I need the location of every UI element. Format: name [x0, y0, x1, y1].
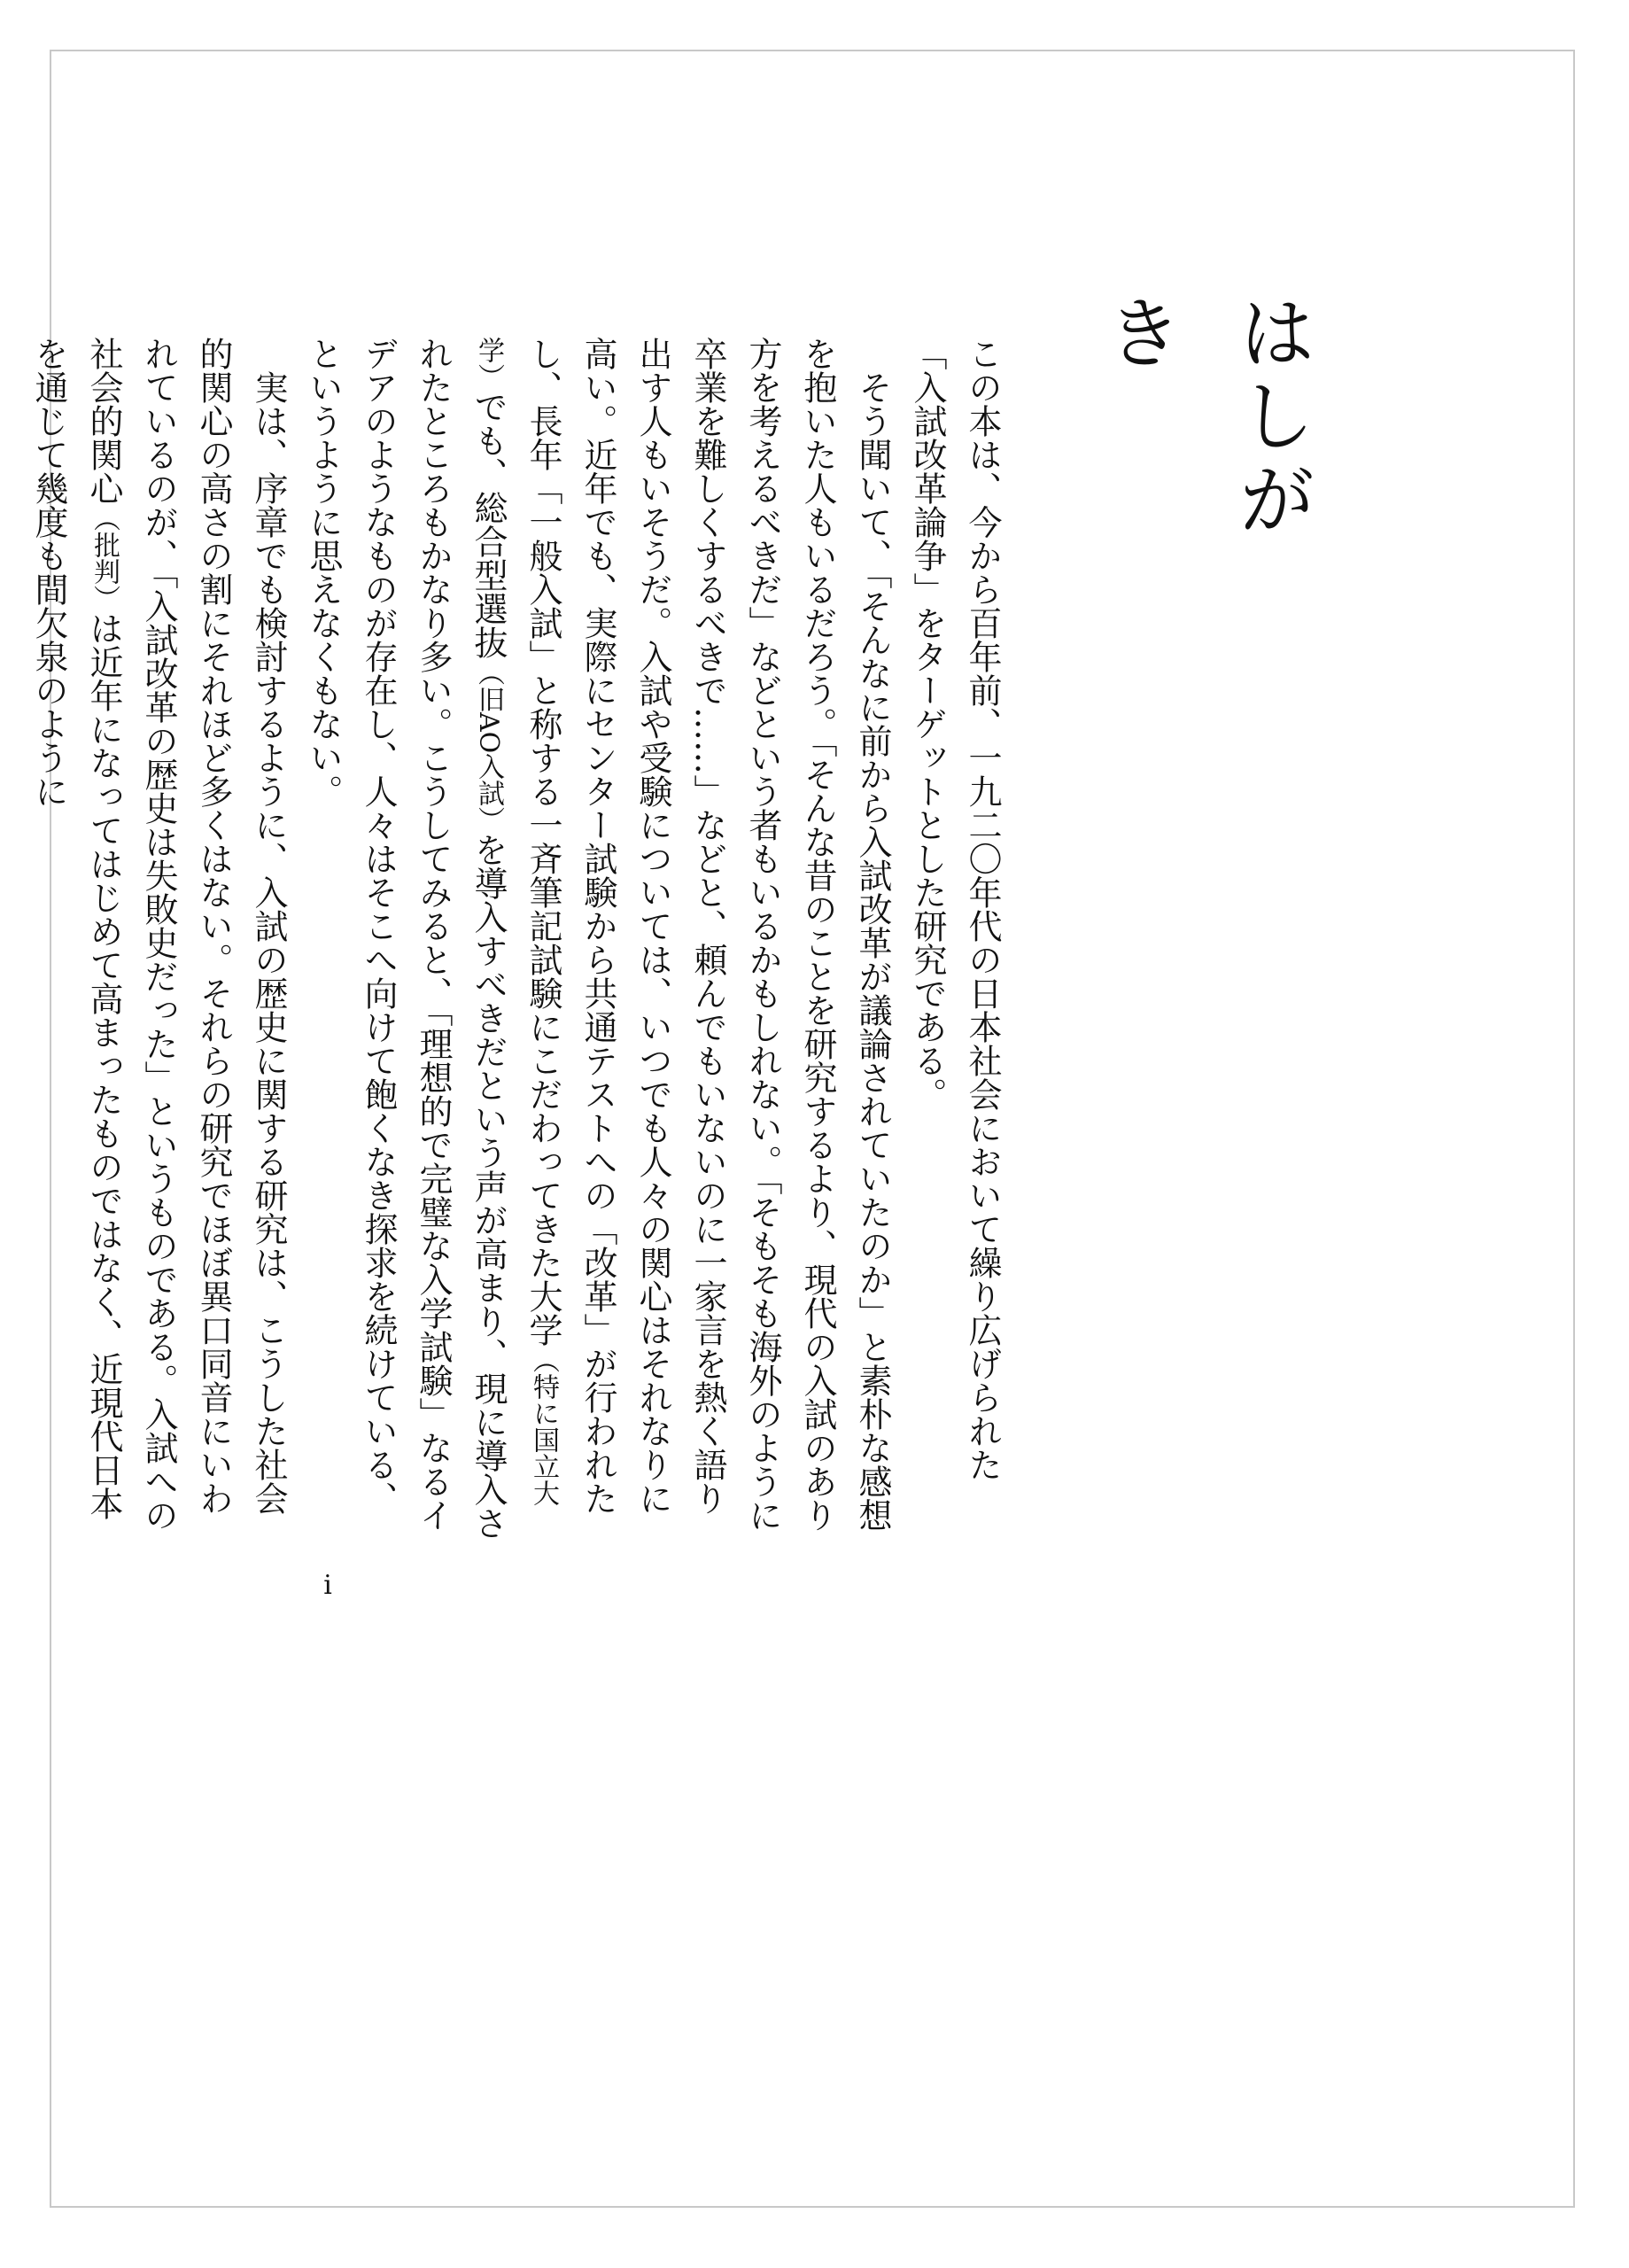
paragraph-2-text3: を導入すべきだという声が高まり、現に導入されたところもかなり多い。こうしてみると、「理想的で完璧な入学試験」なるイデアのようなものが存在し、人々はそこへ向けて飽くなき探求を続けている、というように思えなくもない。 — [304, 337, 508, 1541]
paragraph-3-text2: は近年になってはじめて高まったものではなく、近現代日本を通じて幾度も間欠泉のように — [29, 337, 123, 1520]
page-number: i — [323, 1570, 332, 1601]
paragraph-2-note2: （旧AO入試） — [473, 659, 504, 834]
paragraph-2-text: そう聞いて、「そんなに前から入試改革が議論されていたのか」と素朴な感想を抱いた人もいるだろう。「そんな昔のことを研究するより、現代の入試のあり方を考えるべきだ」などという者もいるかもしれない。「そもそも海外のように卒業を難しくするべきで……」などと、頼んでもいないのに一家言を熱く語り出す人もいそうだ。入試や受験については、いつでも人々の関心はそれなりに高い。近年でも、実際にセンター試験から共通テストへの「改革」が行われたし、長年「一般入試」と称する一斉筆記試験にこだわってきた大学 — [524, 337, 892, 1532]
paragraph-2-note: （特に国立大学） — [473, 337, 559, 1506]
paragraph-2 — [296, 337, 900, 1542]
paragraph-3-note: （批判） — [89, 505, 120, 611]
paragraph-3-text: 実は、序章でも検討するように、入試の歴史に関する研究は、こうした社会的関心の高さの割にそれほど多くはない。それらの研究でほぼ異口同音にいわれているのが、「入試改革の歴史は失敗史だった」というものである。入試への社会的関心 — [84, 337, 288, 1532]
paragraph-1 — [900, 337, 1010, 1542]
paragraph-1-text: この本は、今から百年前、一九二〇年代の日本社会において繰り広げられた「入試改革論争」をターゲットとした研究である。 — [908, 337, 1002, 1481]
body-text — [29, 337, 1010, 1542]
paragraph-2-text2: でも、総合型選抜 — [469, 390, 508, 659]
paragraph-3 — [21, 337, 296, 1542]
page-title: はしがき — [1093, 292, 1317, 542]
